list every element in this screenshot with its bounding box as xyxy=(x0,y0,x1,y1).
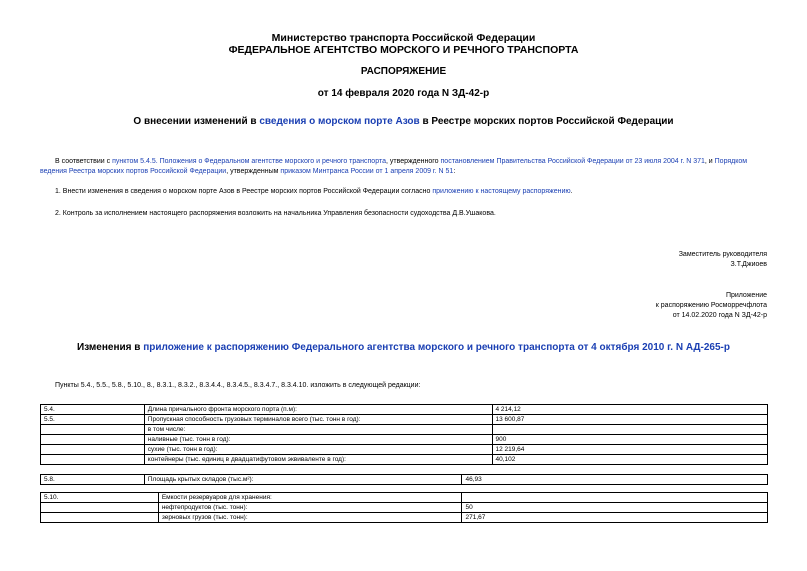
row-label: Длина причального фронта морского порта (п.м): xyxy=(144,405,492,415)
table-capacity-body xyxy=(41,405,768,465)
row-number: 5.5. xyxy=(41,415,145,425)
intro-link-regulation[interactable]: пунктом 5.4.5. Положения о Федеральном агентстве морского и речного транспорта xyxy=(112,158,386,165)
table-storage xyxy=(40,474,768,485)
row-label: в том числе: xyxy=(144,425,492,435)
item-1-end: . xyxy=(570,188,573,195)
row-label: Емкости резервуаров для хранения: xyxy=(158,493,462,503)
document-title xyxy=(0,116,807,127)
intro-link-order[interactable]: приказом Минтранса России от 1 апреля 2009 г. N 51 xyxy=(280,168,454,175)
row-number xyxy=(41,435,145,445)
row-value: 12 219,64 xyxy=(492,445,768,455)
signature-name: З.Т.Джиоев xyxy=(730,261,767,268)
agency-name: ФЕДЕРАЛЬНОЕ АГЕНТСТВО МОРСКОГО И РЕЧНОГО ТРАНСПОРТА xyxy=(228,44,579,56)
row-value: 900 xyxy=(492,435,768,445)
intro-text-5: : xyxy=(453,168,456,175)
row-label: контейнеры (тыс. единиц в двадцатифутовом эквиваленте в год): xyxy=(144,455,492,465)
item-1-text: 1. Внести изменения в сведения о морском порте Азов в Реестре морских портов Российской Федерации согласно xyxy=(55,188,433,195)
row-number: 5.10. xyxy=(41,493,159,503)
document-type: РАСПОРЯЖЕНИЕ xyxy=(360,66,447,77)
table-reservoirs xyxy=(40,492,768,523)
appendix-ref: к распоряжению Росморречфлота xyxy=(655,302,767,309)
table-row xyxy=(41,503,768,513)
changes-link[interactable]: приложение к распоряжению Федерального агентства морского и речного транспорта от 4 октября 2010 г. N АД-265-р xyxy=(143,342,730,353)
row-number xyxy=(41,455,145,465)
row-number xyxy=(41,425,145,435)
row-label: Площадь крытых складов (тыс.м²): xyxy=(144,475,462,485)
table-row xyxy=(41,405,768,415)
table-row xyxy=(41,455,768,465)
signature-position: Заместитель руководителя xyxy=(678,251,767,258)
row-value: 46,93 xyxy=(462,475,768,485)
table-row xyxy=(41,415,768,425)
changes-title xyxy=(0,342,807,353)
row-label: зерновых грузов (тыс. тонн): xyxy=(158,513,462,523)
points-line: Пункты 5.4., 5.5., 5.8., 5.10., 8., 8.3.1., 8.3.2., 8.3.4.4., 8.3.4.5., 8.3.4.7., 8.3.4.10. изложить в следующей редакции: xyxy=(55,382,421,389)
row-number xyxy=(41,513,159,523)
table-row xyxy=(41,445,768,455)
row-value: 50 xyxy=(462,503,768,513)
table-row xyxy=(41,513,768,523)
table-reservoirs-body xyxy=(41,493,768,523)
changes-before: Изменения в xyxy=(77,342,144,353)
intro-text-1: В соответствии с xyxy=(55,158,113,165)
row-value xyxy=(462,493,768,503)
intro-text-4: , утвержденным xyxy=(226,168,281,175)
item-2: 2. Контроль за исполнением настоящего распоряжения возложить на начальника Управления безопасности судоходства Д.В.Ушакова. xyxy=(55,210,496,217)
intro-paragraph xyxy=(40,157,768,177)
row-value: 13 600,87 xyxy=(492,415,768,425)
row-label: нефтепродуктов (тыс. тонн): xyxy=(158,503,462,513)
table-row xyxy=(41,475,768,485)
title-link[interactable]: сведения о морском порте Азов xyxy=(259,116,420,127)
table-row xyxy=(41,425,768,435)
row-label: сухие (тыс. тонн в год): xyxy=(144,445,492,455)
row-number xyxy=(41,445,145,455)
row-number: 5.4. xyxy=(41,405,145,415)
intro-link-decree[interactable]: постановлением Правительства Российской Федерации от 23 июля 2004 г. N 371 xyxy=(440,158,705,165)
title-after: в Реестре морских портов Российской Федерации xyxy=(419,116,674,127)
ministry-name: Министерство транспорта Российской Федерации xyxy=(271,32,536,44)
item-1 xyxy=(40,187,768,197)
row-value: 4 214,12 xyxy=(492,405,768,415)
table-row xyxy=(41,435,768,445)
row-label: наливные (тыс. тонн в год): xyxy=(144,435,492,445)
row-value xyxy=(492,425,768,435)
table-row xyxy=(41,493,768,503)
appendix-label: Приложение xyxy=(725,292,767,299)
table-capacity xyxy=(40,404,768,465)
intro-link-procedure[interactable]: Порядком ведения Реестра морских портов Российской Федерации xyxy=(40,158,748,175)
row-label: Пропускная способность грузовых терминалов всего (тыс. тонн в год): xyxy=(144,415,492,425)
row-value: 40,102 xyxy=(492,455,768,465)
row-value: 271,67 xyxy=(462,513,768,523)
title-before: О внесении изменений в xyxy=(133,116,260,127)
row-number: 5.8. xyxy=(41,475,145,485)
document-date: от 14 февраля 2020 года N ЗД-42-р xyxy=(317,88,490,99)
item-1-link[interactable]: приложению к настоящему распоряжению xyxy=(432,188,571,195)
intro-text-3: , и xyxy=(704,158,715,165)
row-number xyxy=(41,503,159,513)
appendix-date: от 14.02.2020 года N ЗД-42-р xyxy=(672,312,767,319)
table-storage-body xyxy=(41,475,768,485)
intro-text-2: , утвержденного xyxy=(385,158,441,165)
